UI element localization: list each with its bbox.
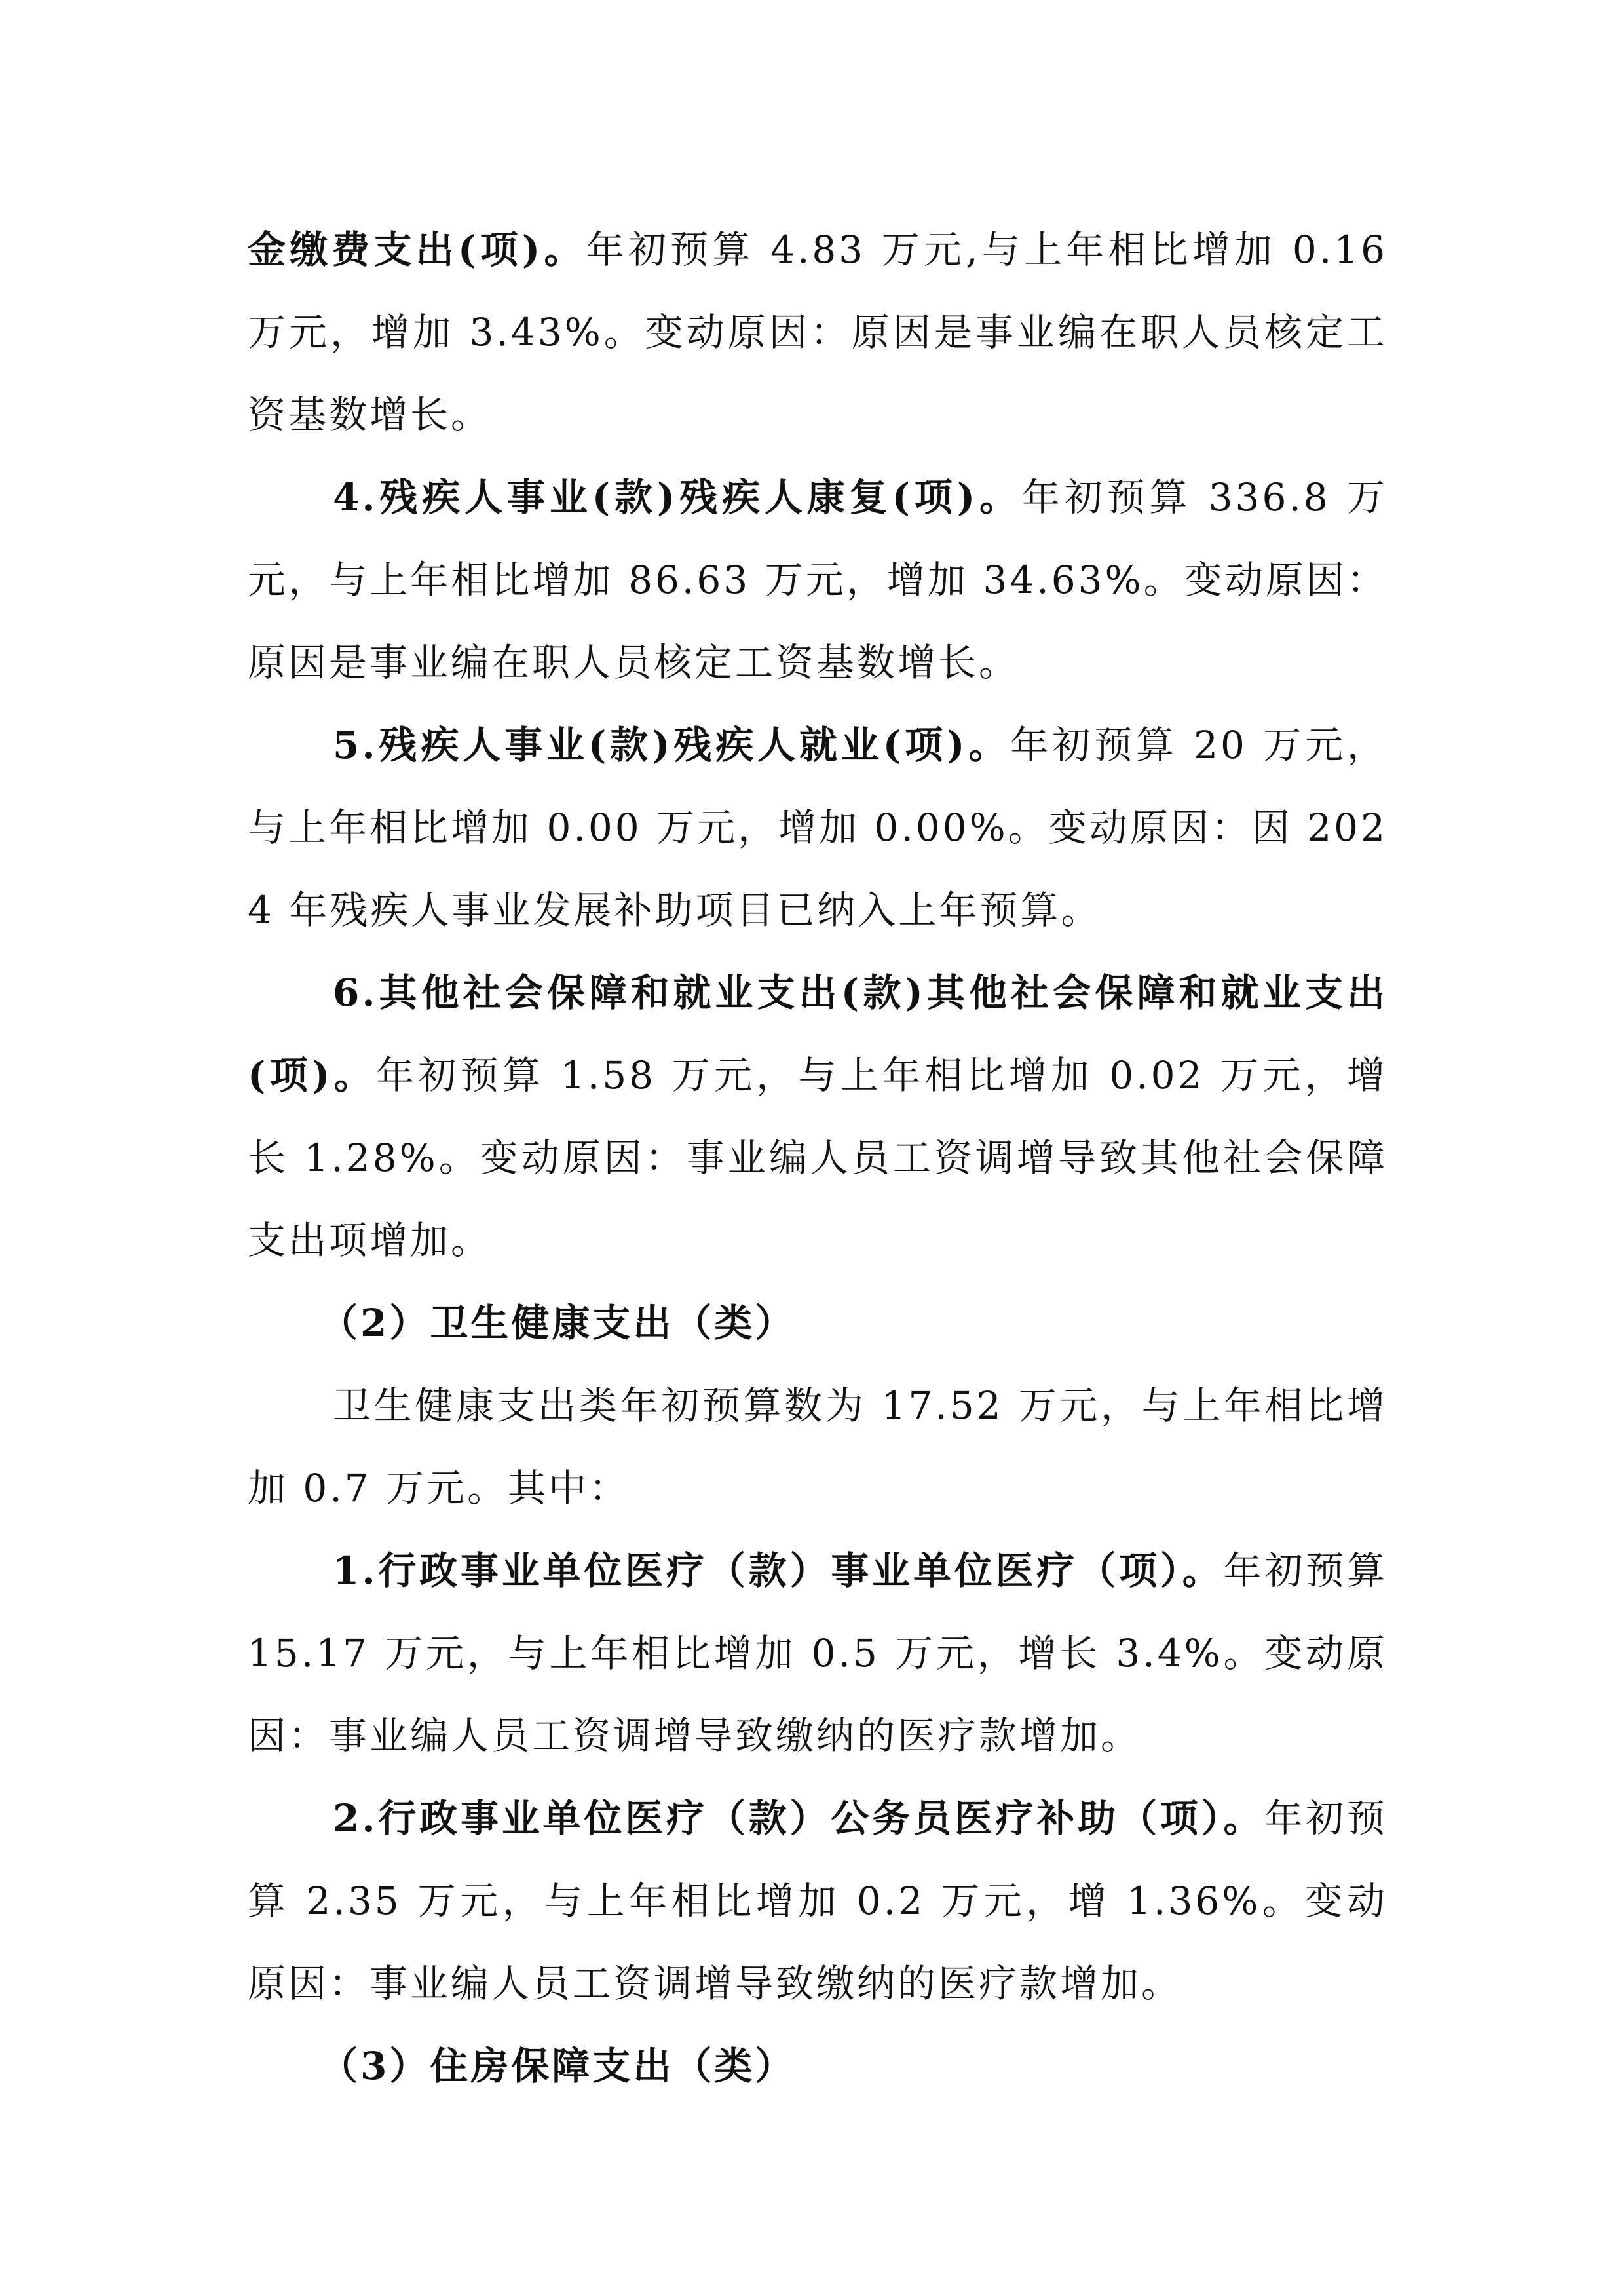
item-heading: 2.行政事业单位医疗（款）公务员医疗补助（项）。 bbox=[333, 1796, 1265, 1841]
item-heading: 金缴费支出(项)。 bbox=[248, 227, 586, 272]
document-page bbox=[248, 208, 1388, 2107]
section-heading-housing bbox=[248, 2025, 1388, 2107]
item-heading: 4.残疾人事业(款)残疾人康复(项)。 bbox=[333, 475, 1022, 520]
section-title: （2）卫生健康支出（类） bbox=[320, 1301, 796, 1345]
item-body: 年初预算 2.35 万元，与上年相比增加 0.2 万元，增 1.36%。变动原因：事业编人员工资调增导致缴纳的医疗款增加。 bbox=[248, 1796, 1388, 2006]
paragraph-disability-employment bbox=[248, 704, 1388, 951]
item-body: 年初预算 1.58 万元，与上年相比增加 0.02 万元，增长 1.28%。变动原因：事业编人员工资调增导致其他社会保障支出项增加。 bbox=[248, 1053, 1388, 1263]
item-body: 年初预算 20 万元，与上年相比增加 0.00 万元，增加 0.00%。变动原因：因 2024 年残疾人事业发展补助项目已纳入上年预算。 bbox=[248, 723, 1388, 932]
item-body: 年初预算 4.83 万元,与上年相比增加 0.16 万元，增加 3.43%。变动原因：原因是事业编在职人员核定工资基数增长。 bbox=[248, 227, 1388, 437]
paragraph-housing-fund-continuation bbox=[248, 208, 1388, 456]
paragraph-institution-medical bbox=[248, 1529, 1388, 1777]
item-heading: 5.残疾人事业(款)残疾人就业(项)。 bbox=[333, 723, 1011, 767]
paragraph-disability-rehab bbox=[248, 456, 1388, 704]
item-body: 卫生健康支出类年初预算数为 17.52 万元，与上年相比增加 0.7 万元。其中： bbox=[248, 1383, 1388, 1510]
item-heading: 1.行政事业单位医疗（款）事业单位医疗（项）。 bbox=[333, 1548, 1224, 1593]
item-body: 年初预算 15.17 万元，与上年相比增加 0.5 万元，增长 3.4%。变动原因：事业编人员工资调增导致缴纳的医疗款增加。 bbox=[248, 1548, 1388, 1758]
item-heading: 6.其他社会保障和就业支出(款)其他社会保障和就业支出(项)。 bbox=[248, 970, 1388, 1098]
paragraph-other-social-security bbox=[248, 951, 1388, 1282]
item-body: 年初预算 336.8 万元，与上年相比增加 86.63 万元，增加 34.63%。变动原因：原因是事业编在职人员核定工资基数增长。 bbox=[248, 475, 1388, 685]
paragraph-health-summary bbox=[248, 1364, 1388, 1529]
paragraph-civil-servant-medical bbox=[248, 1777, 1388, 2025]
section-title: （3）住房保障支出（类） bbox=[320, 2044, 796, 2088]
section-heading-health bbox=[248, 1282, 1388, 1364]
